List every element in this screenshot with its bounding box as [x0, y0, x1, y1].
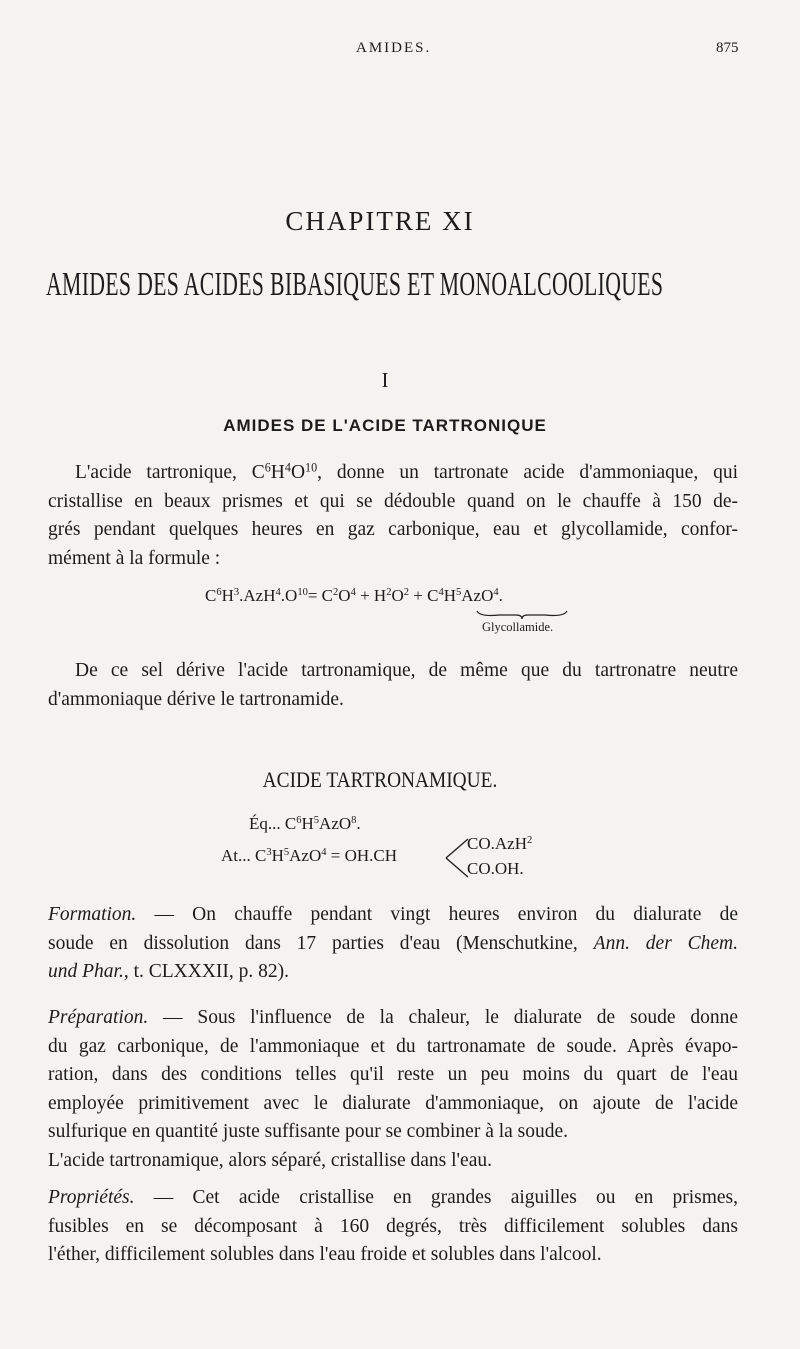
proprietes-label: Propriétés.: [48, 1187, 135, 1208]
section-number: I: [381, 368, 389, 392]
intro-line: cristallise en beaux prismes et qui se dédouble quand on le chauffe à 150 de-: [48, 490, 738, 512]
decomposition-equation: $C^6H^3.AzH^4.O^{10}= C^2O^4 + H^2O^2 + C^4H^5AzO^4$.: [205, 586, 503, 605]
glycollamide-label: Glycollamide.: [482, 620, 554, 634]
structure-branch-top: CO.AzH$^2$: [467, 834, 533, 853]
section-title: AMIDES DE L'ACIDE TARTRONIQUE: [223, 416, 547, 435]
paragraph-line: Préparation. — Sous l'influence de la chaleur, le dialurate de soude donne: [48, 1007, 738, 1028]
page-number: 875: [716, 40, 739, 56]
paragraph-line: employée primitivement avec le dialurate d'ammoniaque, on ajoute de l'acide: [48, 1092, 738, 1114]
structure-branch-bottom: CO.OH.: [467, 859, 524, 878]
paragraph-line: De ce sel dérive l'acide tartronamique, de même que du tartronatre neutre: [75, 660, 738, 681]
equivalent-formula: Éq... $C^6H^5AzO^8$.: [249, 814, 361, 833]
compound-heading: ACIDE TARTRONAMIQUE.: [262, 767, 498, 792]
formation-label: Formation.: [48, 904, 137, 925]
intro-line: grés pendant quelques heures en gaz carbonique, eau et glycollamide, confor-: [48, 519, 738, 540]
chapter-heading: CHAPITRE XI: [285, 206, 475, 236]
paragraph-line: sulfurique en quantité juste suffisante pour se combiner à la soude.: [48, 1121, 569, 1142]
paragraph-line: d'ammoniaque dérive le tartronamide.: [48, 688, 344, 710]
intro-line: mément à la formule :: [48, 547, 221, 569]
preparation-paragraph: [48, 1004, 738, 1175]
proprietes-paragraph: [48, 1184, 738, 1270]
paragraph-line: du gaz carbonique, de l'ammoniaque et du tartronamate de soude. Après évapo-: [48, 1035, 738, 1057]
chapter-title: AMIDES DES ACIDES BIBASIQUES ET MONOALCOOLIQUES: [46, 266, 664, 303]
paragraph-line: und Phar., t. CLXXXII, p. 82).: [48, 961, 290, 982]
tartronamide-paragraph: [48, 657, 738, 714]
preparation-label: Préparation.: [48, 1007, 149, 1028]
paragraph-line: l'éther, difficilement solubles dans l'eau froide et solubles dans l'alcool.: [48, 1244, 602, 1265]
atomic-formula: At... $C^3H^5AzO^4 = OH.CH$: [221, 846, 398, 865]
underbrace: [476, 610, 568, 620]
intro-line: L'acide tartronique, $C^6H^4O^{10}$, donne un tartronate acide d'ammoniaque, qui: [75, 460, 738, 483]
formation-paragraph: [48, 901, 738, 987]
paragraph-line: soude en dissolution dans 17 parties d'eau (Menschutkine, Ann. der Chem.: [48, 932, 738, 954]
paragraph-line: Formation. — On chauffe pendant vingt heures environ du dialurate de: [48, 904, 738, 925]
intro-paragraph: [48, 459, 738, 573]
running-head: [0, 40, 800, 64]
paragraph-line: L'acide tartronamique, alors séparé, cristallise dans l'eau.: [48, 1149, 492, 1171]
paragraph-line: fusibles en se décomposant à 160 degrés, très difficilement solubles dans: [48, 1215, 738, 1237]
paragraph-line: Propriétés. — Cet acide cristallise en grandes aiguilles ou en prismes,: [48, 1187, 738, 1208]
running-head-title: AMIDES.: [356, 40, 432, 56]
paragraph-line: ration, dans des conditions telles qu'il reste un peu moins du quart de l'eau: [48, 1064, 738, 1085]
